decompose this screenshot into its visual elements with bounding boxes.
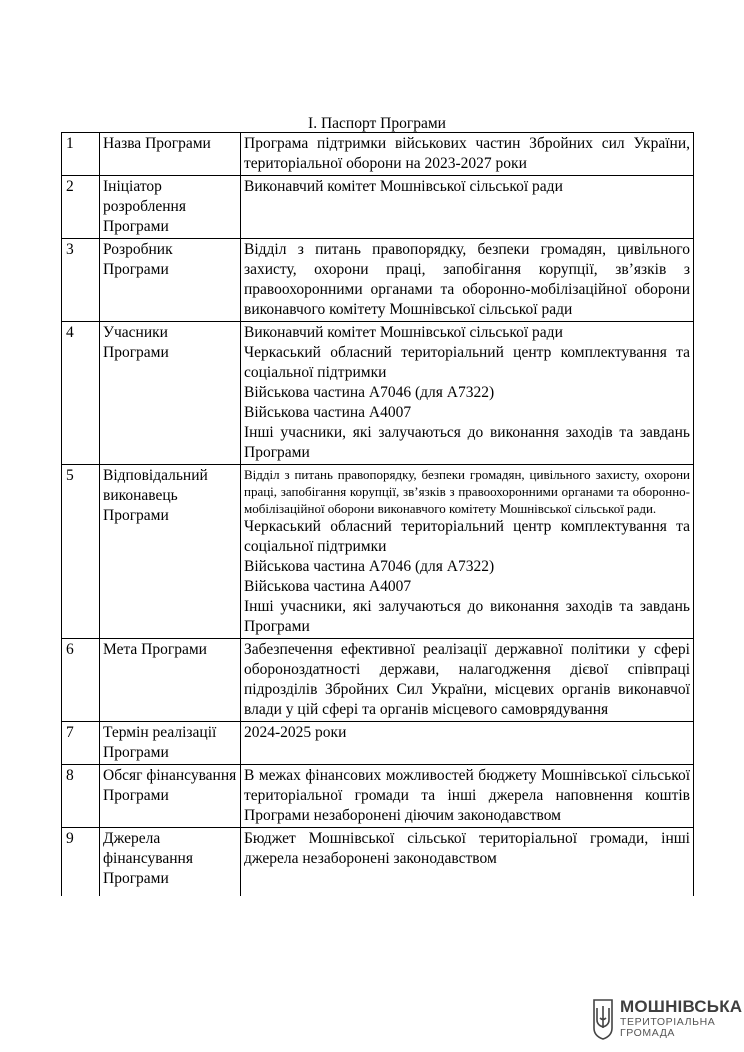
table-row — [62, 465, 694, 639]
value-line: Військова частина А4007 — [244, 404, 412, 421]
value-line: Забезпечення ефективної реалізації державної політики у сфері обороноздатності держави, налагодження дієвої співпраці підрозділів Збройних Сил України, місцевих органів виконавчої влади у цій сфері та органів місцевого самоврядування — [244, 641, 690, 718]
row-label: Назва Програми — [100, 133, 241, 176]
row-number: 2 — [62, 176, 100, 239]
row-label: Мета Програми — [100, 639, 241, 722]
row-value — [241, 133, 694, 176]
trident-icon — [590, 998, 616, 1040]
value-line: Відділ з питань правопорядку, безпеки громадян, цивільного захисту, охорони праці, запобігання корупції, зв’язків з правоохоронними органами та оборонно-мобілізаційної оборони виконавчого комітету Мошнівської сільської ради — [244, 241, 690, 318]
table-row — [62, 133, 694, 176]
row-value — [241, 239, 694, 322]
value-line: Військова частина А4007 — [244, 578, 412, 595]
community-logo — [590, 997, 743, 1042]
row-number: 4 — [62, 322, 100, 465]
row-number: 9 — [62, 828, 100, 897]
row-value — [241, 765, 694, 828]
row-value — [241, 722, 694, 765]
value-line: В межах фінансових можливостей бюджету Мошнівської сільської територіальної громади та інші джерела наповнення коштів Програми незаборонені діючим законодавством — [244, 767, 690, 824]
table-row — [62, 322, 694, 465]
row-label: Термін реалізації Програми — [100, 722, 241, 765]
value-line: Інші учасники, які залучаються до виконання заходів та завдань Програми — [244, 424, 690, 461]
logo-title: МОШНІВСЬКА — [620, 997, 743, 1016]
row-number: 5 — [62, 465, 100, 639]
value-line: Програма підтримки військових частин Збройних сил України, територіальної оборони на 2023-2027 роки — [244, 135, 690, 172]
table-row — [62, 176, 694, 239]
value-line: Інші учасники, які залучаються до виконання заходів та завдань Програми — [244, 598, 690, 635]
row-number: 3 — [62, 239, 100, 322]
page-title: I. Паспорт Програми — [308, 115, 446, 132]
row-number: 1 — [62, 133, 100, 176]
logo-subtitle: ТЕРИТОРІАЛЬНА — [620, 1016, 716, 1028]
value-line: Виконавчий комітет Мошнівської сільської ради — [244, 324, 563, 341]
value-line: Виконавчий комітет Мошнівської сільської ради — [244, 178, 563, 195]
row-value — [241, 639, 694, 722]
table-row — [62, 639, 694, 722]
table-row — [62, 765, 694, 828]
row-number: 7 — [62, 722, 100, 765]
table-row — [62, 828, 694, 897]
value-line: Військова частина А7046 (для А7322) — [244, 558, 495, 575]
passport-table — [61, 132, 694, 896]
row-label: Розробник Програми — [100, 239, 241, 322]
value-line: 2024-2025 роки — [244, 724, 347, 741]
row-value — [241, 828, 694, 897]
row-label: Джерела фінансування Програми — [100, 828, 241, 897]
value-line: Бюджет Мошнівської сільської територіальної громади, інші джерела незаборонені законодавством — [244, 830, 690, 867]
logo-subtitle: ГРОМАДА — [620, 1027, 676, 1039]
value-line: Черкаський обласний територіальний центр комплектування та соціальної підтримки — [244, 344, 690, 381]
row-value — [241, 176, 694, 239]
table-row — [62, 239, 694, 322]
value-line: Черкаський обласний територіальний центр комплектування та соціальної підтримки — [244, 518, 690, 555]
row-label: Учасники Програми — [100, 322, 241, 465]
row-number: 8 — [62, 765, 100, 828]
row-number: 6 — [62, 639, 100, 722]
row-label: Відповідальний виконавець Програми — [100, 465, 241, 639]
row-value — [241, 322, 694, 465]
table-row — [62, 722, 694, 765]
row-label: Ініціатор розроблення Програми — [100, 176, 241, 239]
row-label: Обсяг фінансування Програми — [100, 765, 241, 828]
value-line: Військова частина А7046 (для А7322) — [244, 384, 495, 401]
row-value — [241, 465, 694, 639]
value-line: Відділ з питань правопорядку, безпеки громадян, цивільного захисту, охорони праці, запобігання корупції, зв’язків з правоохоронними органами та оборонно-мобілізаційної оборони виконавчого комітету Мошнівської сільської ради. — [244, 467, 690, 516]
